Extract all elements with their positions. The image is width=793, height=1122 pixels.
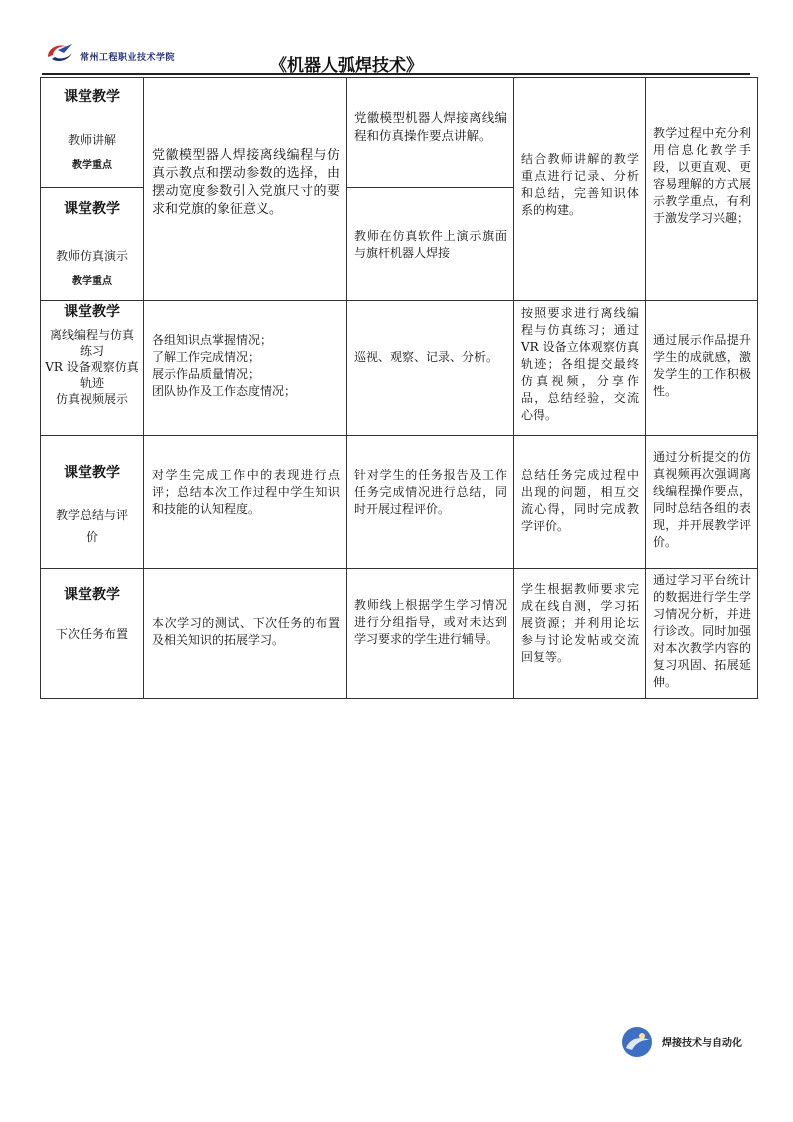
lesson-plan-table [40, 77, 758, 699]
content-cell: 对学生完成工作中的表现进行点评；总结本次工作过程中学生知识和技能的认知程度。 [144, 436, 347, 569]
activity-label: VR 设备观察仿真轨迹 [45, 360, 139, 390]
content-line: 了解工作完成情况； [152, 350, 261, 364]
section-cell [41, 436, 144, 569]
design-intent-cell: 通过分析提交的仿真视频再次强调离线编程操作要点，同时总结各组的表现，并开展教学评价。 [646, 436, 758, 569]
section-cell [41, 569, 144, 699]
design-intent-cell: 教学过程中充分利用信息化教学手段，以更直观、更容易理解的方式展示教学重点，有利于激发学习兴趣； [646, 78, 758, 301]
teacher-activity-cell: 教师在仿真软件上演示旗面与旗杆机器人焊接 [347, 188, 514, 301]
activity-label: 仿真视频展示 [55, 392, 128, 406]
content-line: 各组知识点掌握情况； [152, 333, 273, 347]
activity-label: 离线编程与仿真练习 [49, 328, 134, 358]
section-cell [41, 301, 144, 436]
content-cell: 党徽模型器人焊接离线编程与仿真示教点和摆动参数的选择，由摆动宽度参数引入党旗尺寸的要求和党旗的象征意义。 [144, 78, 347, 301]
section-title: 课堂教学 [64, 465, 120, 481]
student-activity-cell: 结合教师讲解的教学重点进行记录、分析和总结，完善知识体系的构建。 [514, 78, 646, 301]
teacher-activity-cell: 党徽模型机器人焊接离线编程和仿真操作要点讲解。 [347, 78, 514, 188]
student-activity-cell: 按照要求进行离线编程与仿真练习；通过 VR 设备立体观察仿真轨迹；各组提交最终仿真视频，分享作品，总结经验，交流心得。 [514, 301, 646, 436]
table-row [41, 436, 758, 569]
course-title: 《机器人弧焊技术》 [270, 56, 423, 76]
section-title: 课堂教学 [64, 304, 120, 320]
school-name: 常州工程职业技术学院 [80, 53, 176, 63]
design-intent-cell: 通过学习平台统计的数据进行学生学习情况分析，并进行诊改。同时加强对本次教学内容的复习巩固、拓展延伸。 [646, 569, 758, 699]
section-cell [41, 78, 144, 188]
content-cell [144, 301, 347, 436]
section-cell [41, 188, 144, 301]
content-line: 展示作品质量情况； [152, 367, 261, 381]
key-point-label: 教学重点 [72, 160, 112, 171]
student-activity-cell: 总结任务完成过程中出现的问题，相互交流心得，同时完成教学评价。 [514, 436, 646, 569]
section-title: 课堂教学 [64, 587, 120, 603]
table-row [41, 301, 758, 436]
department-logo-icon [620, 1026, 656, 1058]
activity-label: 下次任务布置 [55, 627, 128, 641]
footer-department: 焊接技术与自动化 [662, 1038, 742, 1049]
activity-label: 教师讲解 [67, 133, 116, 147]
activity-label: 教师仿真演示 [55, 249, 128, 263]
teacher-activity-cell: 针对学生的任务报告及工作任务完成情况进行总结，同时开展过程评价。 [347, 436, 514, 569]
teacher-activity-cell: 巡视、观察、记录、分析。 [347, 301, 514, 436]
table-row [41, 78, 758, 188]
header-divider [42, 73, 750, 75]
section-title: 课堂教学 [64, 201, 120, 217]
teacher-activity-cell: 教师线上根据学生学习情况进行分组指导，或对未达到学习要求的学生进行辅导。 [347, 569, 514, 699]
content-line: 团队协作及工作态度情况； [152, 384, 297, 398]
design-intent-cell: 通过展示作品提升学生的成就感，激发学生的工作积极性。 [646, 301, 758, 436]
section-title: 课堂教学 [64, 89, 120, 105]
content-cell: 本次学习的测试、下次任务的布置及相关知识的拓展学习。 [144, 569, 347, 699]
school-logo-icon [44, 41, 76, 65]
student-activity-cell: 学生根据教师要求完成在线自测，学习拓展资源；并利用论坛参与讨论发帖或交流回复等。 [514, 569, 646, 699]
key-point-label: 教学重点 [72, 276, 112, 287]
table-row [41, 569, 758, 699]
activity-label: 教学总结与评价 [55, 508, 128, 544]
